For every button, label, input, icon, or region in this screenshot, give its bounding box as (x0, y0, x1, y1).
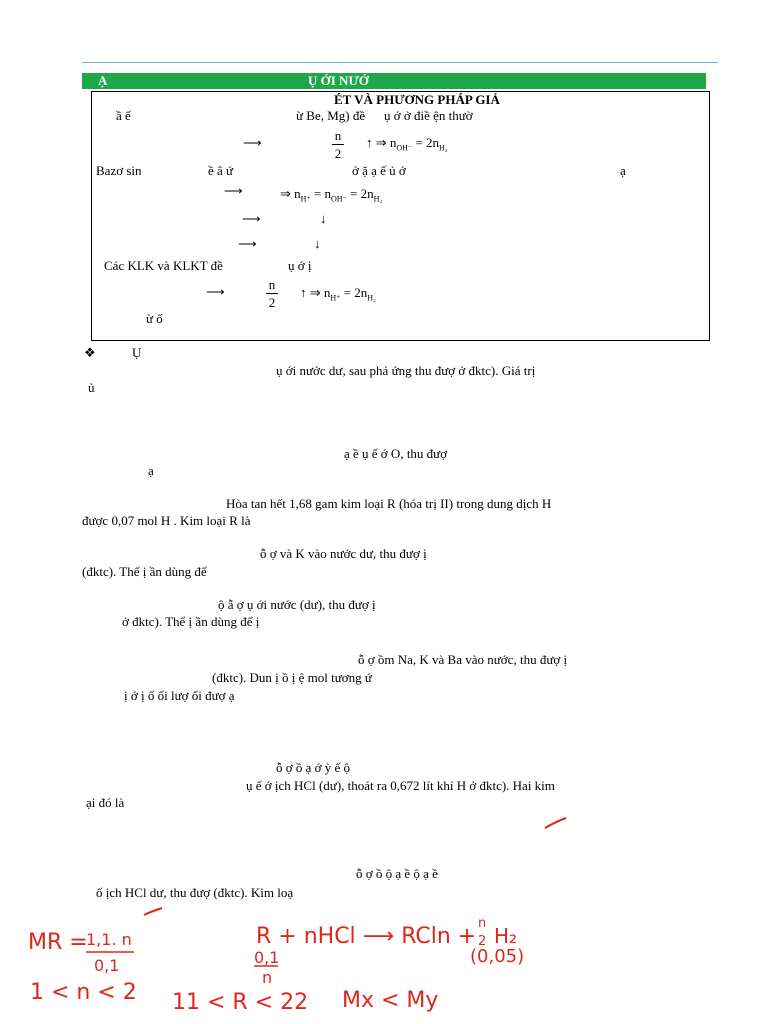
handwritten-r-frac-den: n (262, 968, 273, 987)
box-line1-b: ừ Be, Mg) đề (296, 108, 366, 123)
question-5-line-1: ộ ẫ ợ ụ ới nước (dư), thu đượ ị (218, 597, 376, 612)
handwritten-h2-coef: n (478, 916, 487, 931)
handwritten-inequality-m: Mx < My (342, 988, 439, 1013)
question-7-line-3: ại đó là (86, 795, 125, 810)
handwritten-inequality-n: 1 < n < 2 (30, 980, 137, 1005)
question-1-line-2: ủ (88, 380, 95, 395)
question-6-line-3: ị ớ ị ố ối lượ ối đượ ạ (124, 688, 235, 703)
bullet-icon: ❖ (84, 345, 96, 360)
handwritten-reaction: R + nHCl ⟶ RCln + (256, 924, 477, 949)
handwritten-h2: H₂ (494, 924, 518, 948)
fraction-n-over-2-b: n 2 (266, 277, 278, 310)
box-arrow-3: ⟶ (242, 211, 261, 226)
question-5-line-2: ở đktc). Thể ị ần dùng để ị (122, 614, 260, 629)
header-center-text: Ụ ỚI NƯỚ (308, 73, 369, 88)
precipitate-arrow-4: ↓ (314, 236, 321, 251)
box-line2-b: ề â ứ (208, 163, 234, 178)
box-line1-a: ầ ế (116, 108, 131, 123)
question-1-line-1: ụ ới nước dư, sau phả ứng thu đượ ở đktc). Giá trị (276, 363, 536, 378)
question-6-line-2: (đktc). Dun ị ồ ị ệ mol tương ứ (212, 670, 372, 685)
box-arrow-2: ⟶ (224, 183, 243, 198)
box-arrow-5: ⟶ (206, 284, 225, 299)
handwritten-frac-num: 1,1. n (86, 930, 132, 949)
question-2-line-1: ạ ề ụ ế ớ O, thu đượ (344, 446, 448, 461)
box-line5: Các KLK và KLKT đề (104, 258, 223, 273)
handwritten-r-frac-num: 0,1 (254, 948, 280, 967)
box-arrow-1: ⟶ (243, 135, 262, 150)
question-8-line-1: ỗ ợ ồ ộ ạ ề ộ ạ ề (356, 866, 438, 881)
question-4-line-2: (đktc). Thể ị ần dùng để (82, 564, 207, 579)
handwritten-h2-amount: (0,05) (470, 946, 525, 967)
question-3-line-2: được 0,07 mol H . Kim loại R là (82, 513, 251, 528)
frac-den: 2 (334, 146, 342, 161)
box-line2-d: ạ (620, 163, 626, 178)
header-left-text: Ạ (98, 73, 108, 88)
question-3-line-1: Hòa tan hết 1,68 gam kim loại R (hóa trị II) trong dung dịch H (226, 496, 552, 511)
box-arrow-4: ⟶ (238, 236, 257, 251)
equation-1: ↑ ⇒ $n_{OH^-} = 2n_{H_2}$ (366, 135, 448, 153)
question-6-line-1: ỗ ợ ồm Na, K và Ba vào nước, thu đượ ị (358, 652, 568, 667)
handwritten-h2-den: 2 (478, 934, 487, 949)
equation-2: ⇒ $n_{H^+} = n_{OH^-} = 2n_{H_2}$ (280, 186, 383, 204)
box-title: ÉT VÀ PHƯƠNG PHÁP GIẢ (334, 92, 500, 107)
question-2-line-2: ạ (148, 463, 154, 478)
box-line5-b: ụ ớ ị (288, 258, 312, 273)
box-line2-c: ở ặ ạ ế ủ ớ (352, 163, 406, 178)
question-7-line-1: ỗ ợ ồ ạ ớ ỳ ế ộ (276, 760, 351, 775)
frac-num: n (334, 128, 342, 143)
precipitate-arrow-3: ↓ (320, 211, 327, 226)
handwritten-mr: MR = (28, 930, 88, 955)
question-4-line-1: ỗ ợ và K vào nước dư, thu đượ ị (260, 546, 427, 561)
equation-5: ↑ ⇒ $n_{H^+} = 2n_{H_2}$ (300, 285, 376, 303)
handwritten-frac-den: 0,1 (94, 956, 120, 975)
question-8-line-2: ố ịch HCl dư, thu đượ (đktc). Kim loạ (96, 885, 294, 900)
box-line6: ừ ố (146, 311, 163, 326)
section-label: Ụ (132, 345, 142, 360)
question-7-line-2: ụ ế ớ ịch HCl (dư), thoát ra 0,672 lít khí H ở đktc). Hai kim (246, 778, 555, 793)
box-line2-a: Bazơ sin (96, 163, 142, 178)
handwritten-inequality-r: 11 < R < 22 (172, 990, 309, 1015)
box-line1-c: ụ ớ ở điề ện thườ (384, 108, 473, 123)
